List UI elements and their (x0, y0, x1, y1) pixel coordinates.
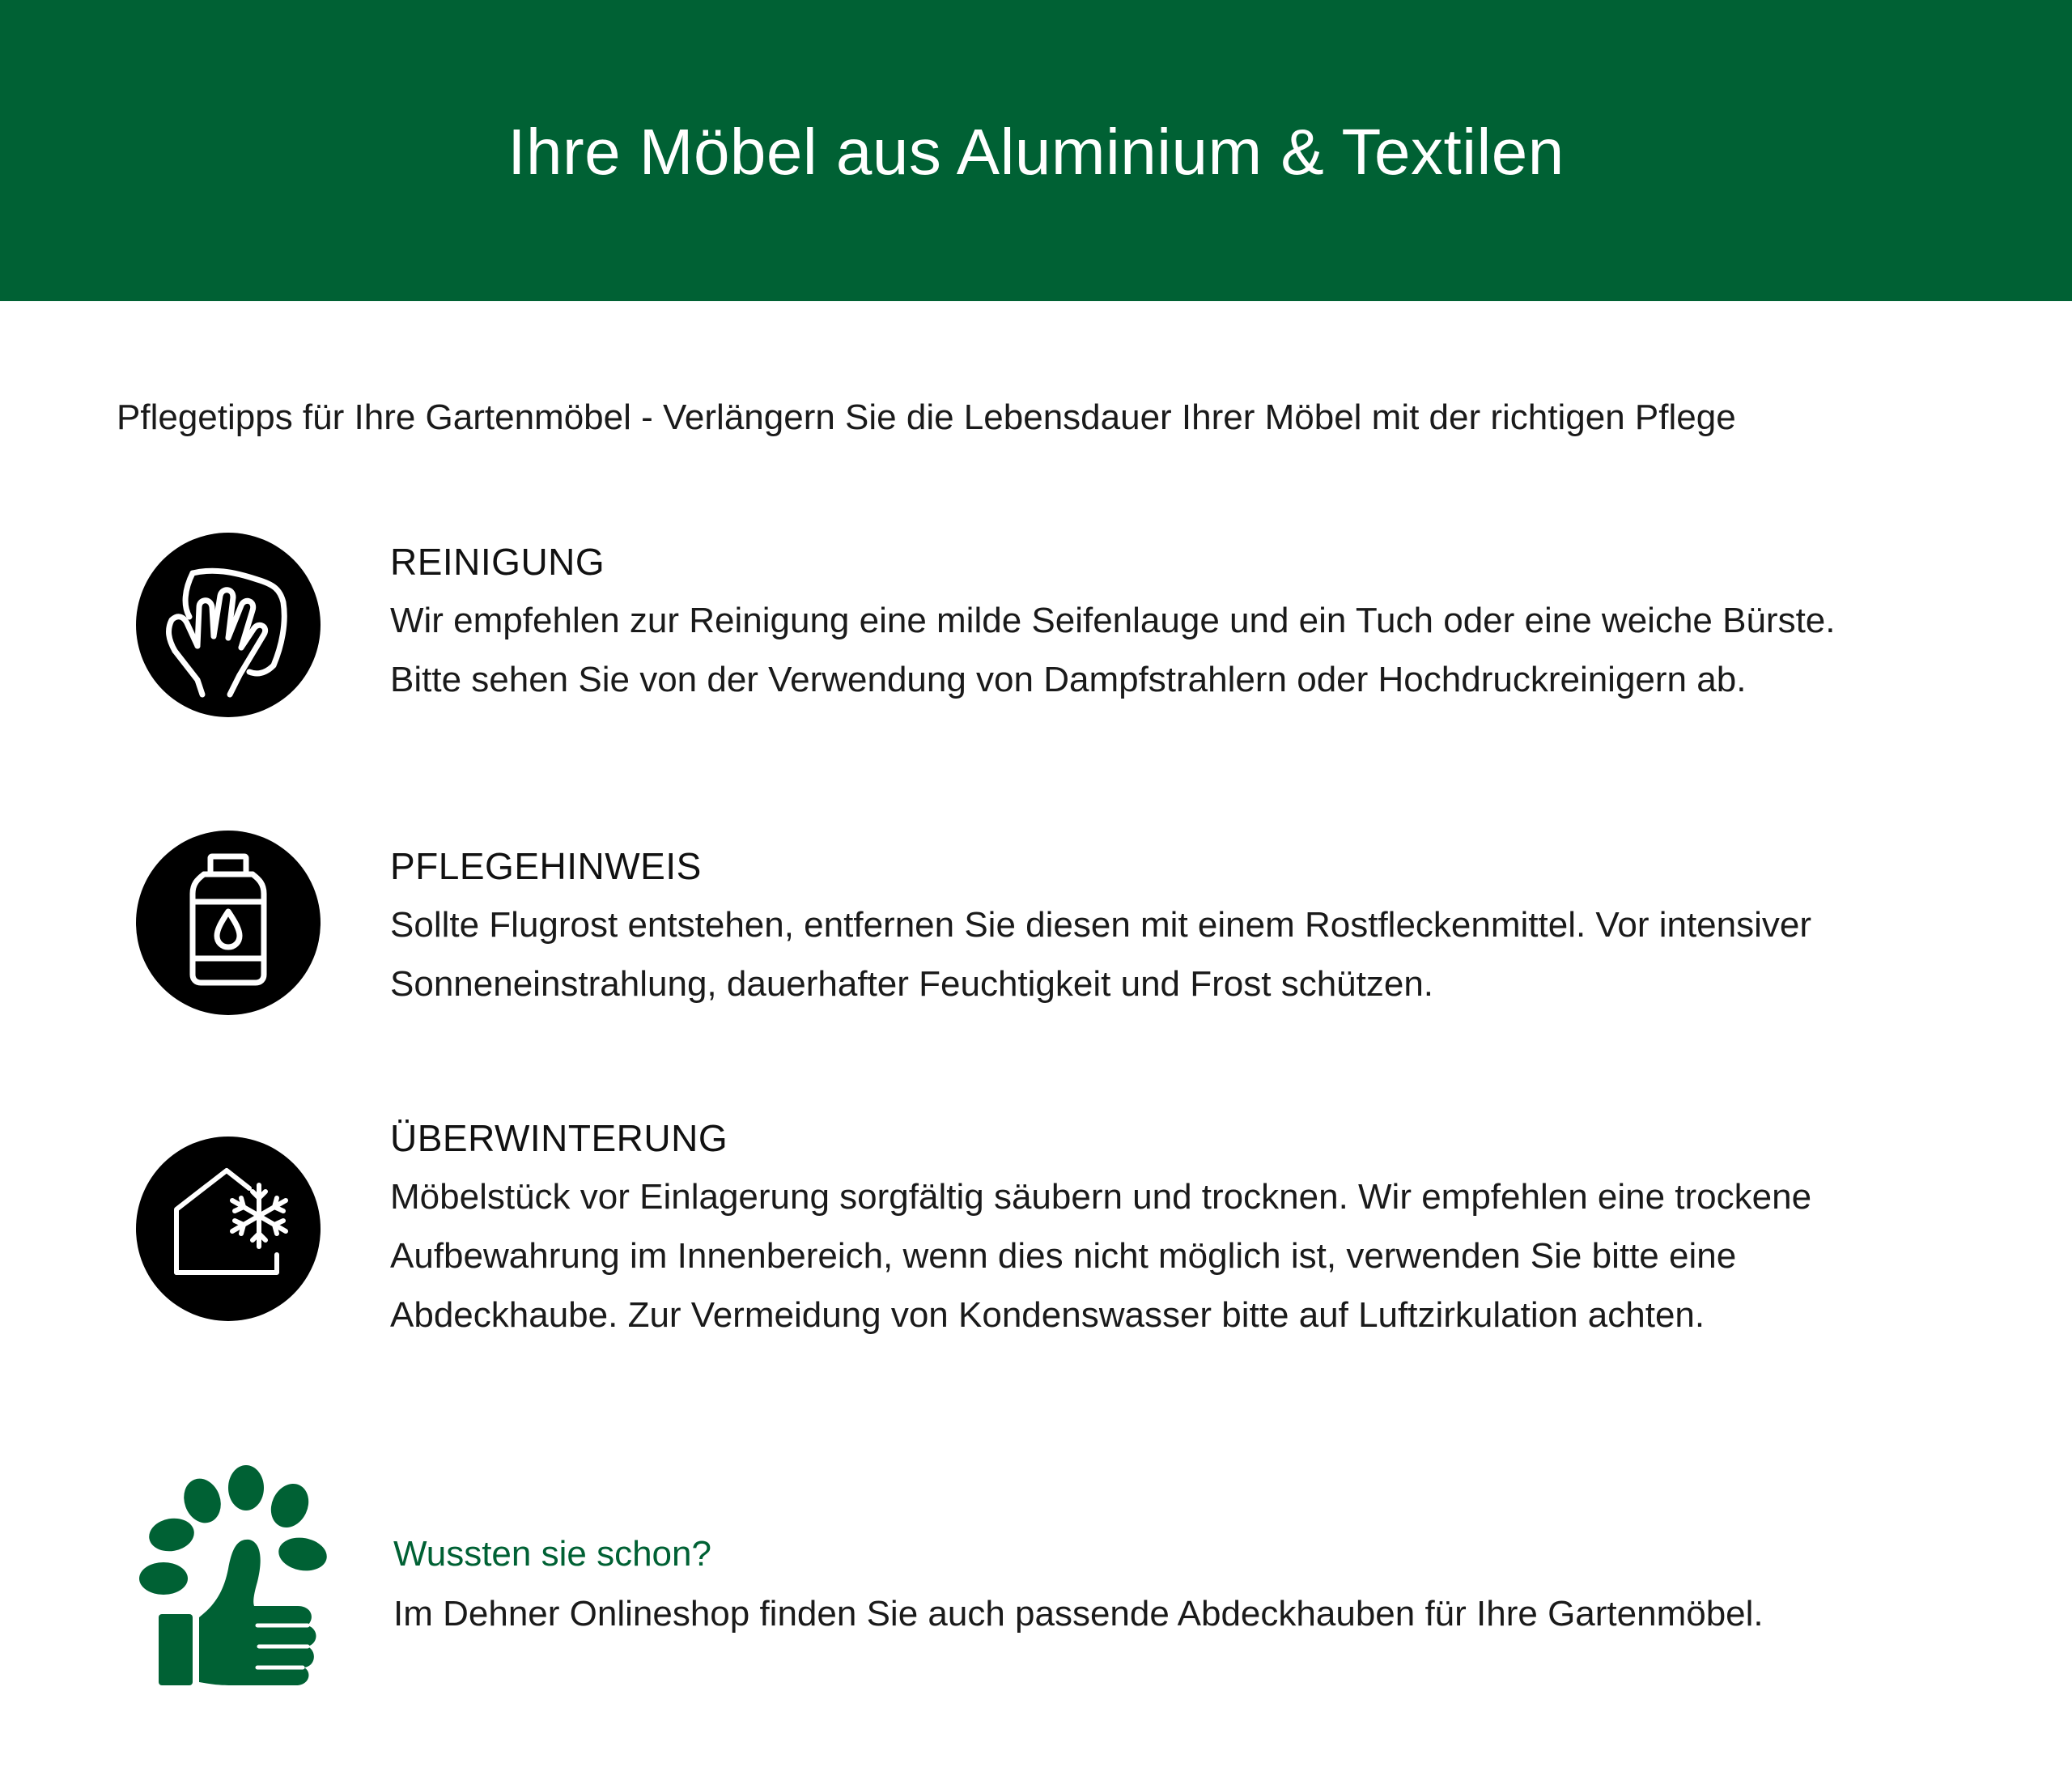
tip-title: Wussten sie schon? (393, 1534, 711, 1574)
section-title: REINIGUNG (390, 541, 605, 583)
section-text-line: Bitte sehen Sie von der Verwendung von Dampfstrahlern oder Hochdruckreinigern ab. (390, 660, 1747, 699)
bottle-drop-icon (136, 831, 321, 1015)
header-banner (0, 0, 2072, 301)
section-text-line: Sollte Flugrost entstehen, entfernen Sie diesen mit einem Rostfleckenmittel. Vor intensiver (390, 905, 1812, 945)
section-text-line: Aufbewahrung im Innenbereich, wenn dies nicht möglich ist, verwenden Sie bitte eine (390, 1236, 1737, 1276)
intro-text: Pflegetipps für Ihre Gartenmöbel - Verlängern Sie die Lebensdauer Ihrer Möbel mit der richtigen Pflege (117, 397, 1736, 437)
section-text-line: Wir empfehlen zur Reinigung eine milde Seifenlauge und ein Tuch oder eine weiche Bürste. (390, 601, 1836, 640)
section-title: ÜBERWINTERUNG (390, 1117, 728, 1159)
section-text-line: Möbelstück vor Einlagerung sorgfältig säubern und trocknen. Wir empfehlen eine trockene (390, 1177, 1812, 1217)
thumbs-up-leaves-icon (136, 1464, 330, 1690)
section-title: PFLEGEHINWEIS (390, 845, 702, 887)
section-text-line: Abdeckhaube. Zur Vermeidung von Kondenswasser bitte auf Luftzirkulation achten. (390, 1295, 1705, 1335)
page-title: Ihre Möbel aus Aluminium & Textilen (507, 116, 1565, 188)
cleaning-hand-cloth-icon (136, 533, 321, 717)
tip-text: Im Dehner Onlineshop finden Sie auch passende Abdeckhauben für Ihre Gartenmöbel. (393, 1594, 1764, 1634)
section-text-line: Sonneneinstrahlung, dauerhafter Feuchtigkeit und Frost schützen. (390, 964, 1434, 1004)
house-snowflake-icon (136, 1137, 321, 1321)
